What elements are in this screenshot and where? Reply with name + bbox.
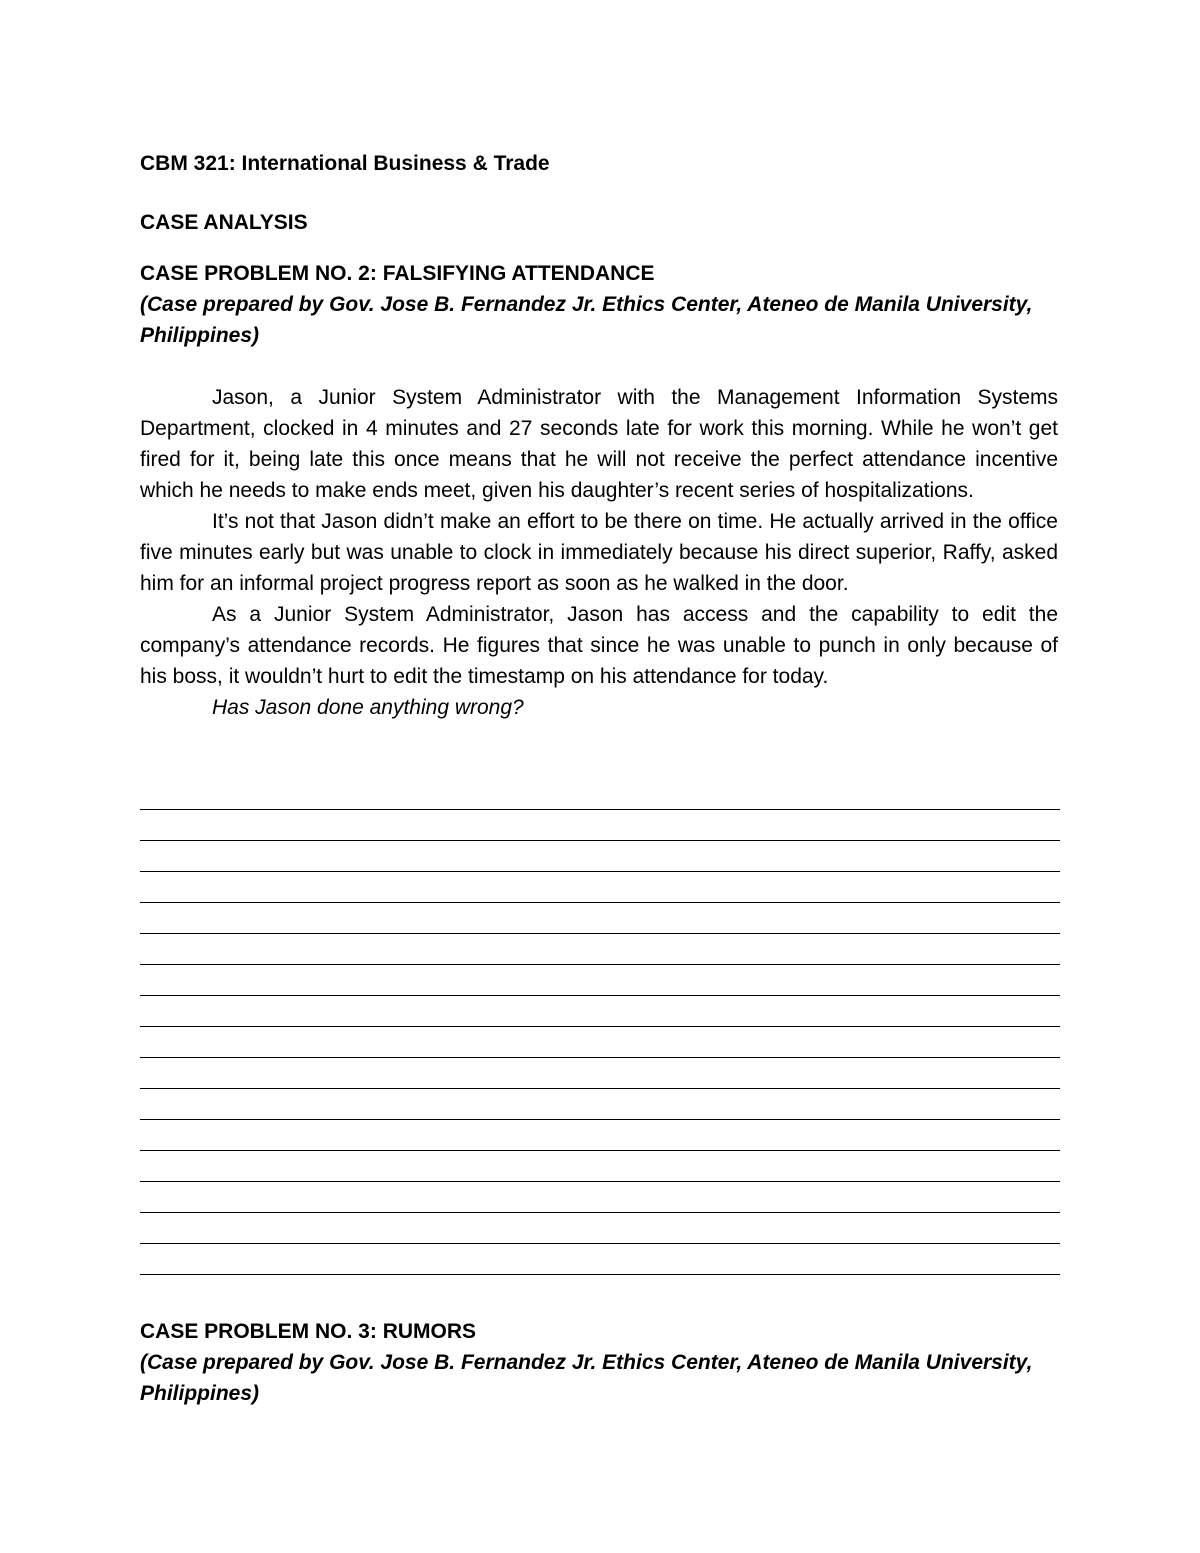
answer-line[interactable] — [140, 935, 1060, 965]
answer-line[interactable] — [140, 1090, 1060, 1120]
answer-line[interactable] — [140, 1121, 1060, 1151]
case-2-question: Has Jason done anything wrong? — [212, 696, 524, 719]
answer-line[interactable] — [140, 873, 1060, 903]
answer-line[interactable] — [140, 1214, 1060, 1244]
case-2-narrative — [140, 382, 1058, 723]
answer-line[interactable] — [140, 904, 1060, 934]
case-problem-3 — [140, 1316, 1060, 1409]
case-2-paragraph-1: Jason, a Junior System Administrator with the Management Information Systems Department, clocked in 4 minutes and 27 seconds late for work this morning. While he won’t get fired for it, being late this once means that he will not receive the perfect attendance incentive which he needs to make ends meet, given his daughter’s recent series of hospitalizations. — [140, 386, 1058, 502]
case-3-heading: CASE PROBLEM NO. 3: RUMORS — [140, 1320, 477, 1343]
answer-line[interactable] — [140, 1059, 1060, 1089]
answer-line[interactable] — [140, 780, 1060, 810]
answer-line[interactable] — [140, 1152, 1060, 1182]
case-2-paragraph-2: It’s not that Jason didn’t make an effort to be there on time. He actually arrived in the office five minutes early but was unable to clock in immediately because his direct superior, Raffy, asked him for an informal project progress report as soon as he walked in the door. — [140, 510, 1058, 595]
case-3-source: (Case prepared by Gov. Jose B. Fernandez Jr. Ethics Center, Ateneo de Manila University, Philippines) — [140, 1351, 1033, 1405]
answer-line[interactable] — [140, 1183, 1060, 1213]
document-type-heading: CASE ANALYSIS — [140, 211, 308, 234]
course-title: CBM 321: International Business & Trade — [140, 152, 550, 175]
answer-line[interactable] — [140, 966, 1060, 996]
answer-line[interactable] — [140, 1245, 1060, 1275]
case-2-heading: CASE PROBLEM NO. 2: FALSIFYING ATTENDANCE — [140, 262, 655, 285]
case-problem-2 — [140, 258, 1060, 351]
document-page — [140, 0, 1060, 1553]
answer-lines[interactable] — [140, 780, 1060, 1276]
answer-line[interactable] — [140, 1028, 1060, 1058]
answer-line[interactable] — [140, 811, 1060, 841]
case-2-paragraph-3: As a Junior System Administrator, Jason has access and the capability to edit the company’s attendance records. He figures that since he was unable to punch in only because of his boss, it wouldn’t hurt to edit the timestamp on his attendance for today. — [140, 603, 1058, 688]
answer-line[interactable] — [140, 842, 1060, 872]
answer-line[interactable] — [140, 997, 1060, 1027]
case-2-source: (Case prepared by Gov. Jose B. Fernandez Jr. Ethics Center, Ateneo de Manila University, Philippines) — [140, 293, 1033, 347]
